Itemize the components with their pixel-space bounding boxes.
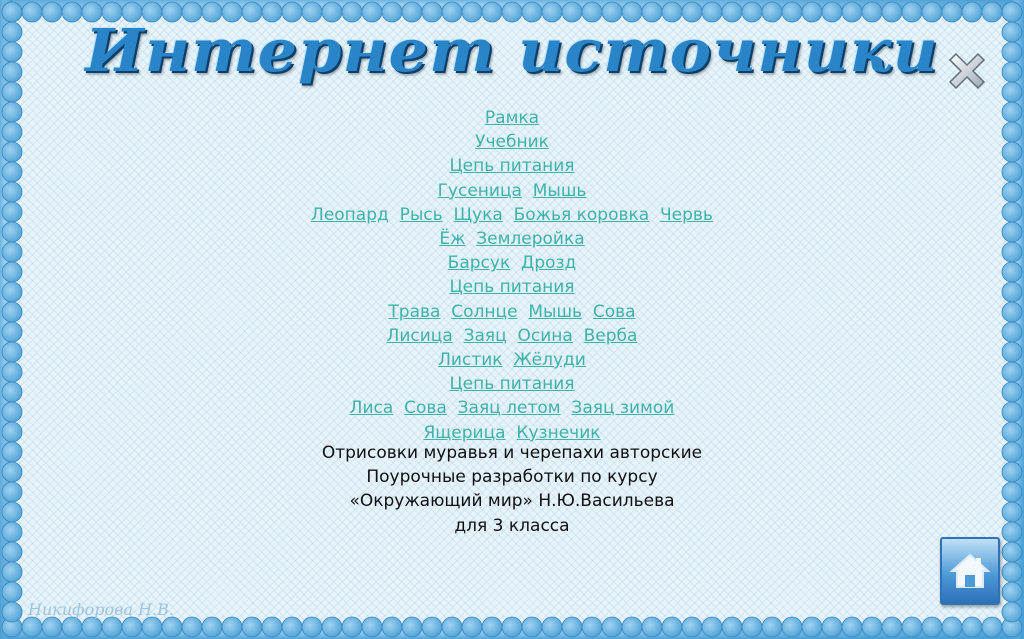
link-row: [0, 227, 1024, 251]
close-x-icon: [942, 46, 992, 96]
link-row: [0, 106, 1024, 130]
source-link[interactable]: Гусеница: [437, 180, 522, 201]
link-row: [0, 396, 1024, 420]
source-link[interactable]: Осина: [517, 325, 573, 346]
source-link[interactable]: Солнце: [451, 301, 518, 322]
home-icon: [948, 549, 992, 593]
close-button[interactable]: [942, 46, 992, 96]
credit-line: для 3 класса: [454, 515, 570, 536]
credits-block: [0, 441, 1024, 538]
source-link[interactable]: Мышь: [528, 301, 583, 322]
source-link[interactable]: Рысь: [399, 204, 443, 225]
source-link[interactable]: Ёж: [439, 229, 466, 250]
credit-line: Отрисовки муравья и черепахи авторские: [321, 443, 703, 463]
source-link[interactable]: Щука: [453, 204, 503, 225]
source-link[interactable]: Сова: [592, 301, 636, 322]
link-row: [0, 179, 1024, 203]
source-link[interactable]: Лиса: [349, 398, 394, 419]
credit-line: «Окружающий мир» Н.Ю.Васильева: [349, 491, 675, 512]
source-link[interactable]: Сова: [404, 398, 447, 419]
link-row: [0, 300, 1024, 324]
page-title: Интернет источники: [85, 15, 939, 86]
source-link[interactable]: Барсук: [447, 253, 511, 274]
source-link[interactable]: Мышь: [532, 180, 587, 201]
source-link[interactable]: Заяц зимой: [571, 398, 675, 419]
author-signature: Никифорова Н.В.: [28, 600, 174, 619]
source-link[interactable]: Верба: [583, 325, 638, 346]
source-link[interactable]: Заяц: [463, 325, 507, 346]
source-link[interactable]: Рамка: [484, 108, 540, 128]
source-link[interactable]: Лисица: [386, 325, 453, 346]
source-link[interactable]: Учебник: [475, 132, 549, 153]
link-row: [0, 324, 1024, 348]
source-link[interactable]: Листик: [438, 350, 503, 371]
source-link[interactable]: Землеройка: [476, 229, 585, 250]
source-link[interactable]: Цепь питания: [449, 156, 575, 177]
link-row: [0, 348, 1024, 372]
source-link[interactable]: Трава: [388, 301, 441, 322]
links-list: [0, 106, 1024, 445]
source-link[interactable]: Заяц летом: [457, 398, 561, 419]
source-link[interactable]: Божья коровка: [513, 204, 650, 225]
link-row: [0, 130, 1024, 154]
source-link[interactable]: Дрозд: [521, 253, 577, 274]
source-link[interactable]: Жёлуди: [513, 350, 586, 371]
source-link[interactable]: Кузнечик: [516, 422, 601, 443]
link-row: [0, 203, 1024, 227]
home-button[interactable]: [940, 537, 1000, 605]
source-link[interactable]: Цепь питания: [449, 277, 575, 298]
credit-line: Поурочные разработки по курсу: [366, 467, 658, 488]
link-row: [0, 275, 1024, 299]
link-row: [0, 154, 1024, 178]
source-link[interactable]: Червь: [660, 204, 713, 225]
link-row: [0, 372, 1024, 396]
source-link[interactable]: Леопард: [311, 204, 389, 225]
source-link[interactable]: Ящерица: [423, 422, 506, 443]
link-row: [0, 251, 1024, 275]
source-link[interactable]: Цепь питания: [449, 374, 575, 395]
